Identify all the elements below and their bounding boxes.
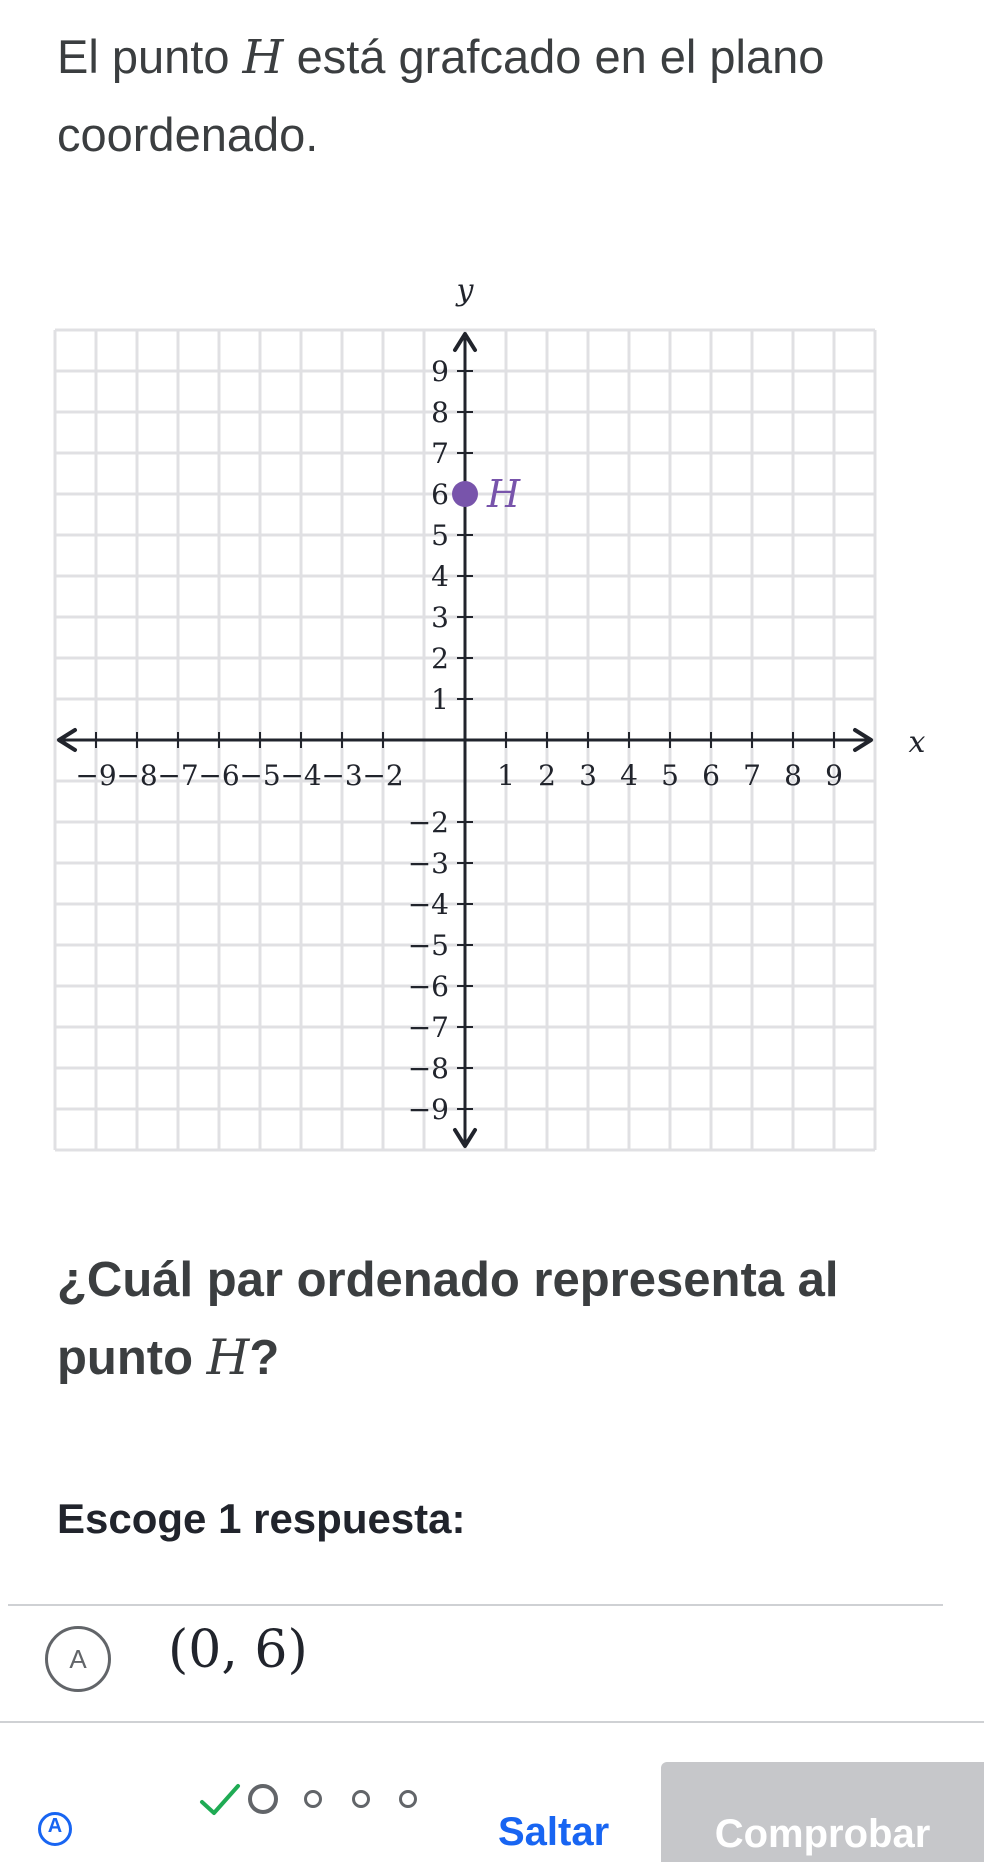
skip-button[interactable]: Saltar	[498, 1810, 610, 1854]
coordinate-plane	[0, 270, 984, 1170]
y-tick-label: −7	[407, 1011, 449, 1044]
x-tick-label: 5	[661, 759, 679, 792]
y-tick-label: −6	[407, 970, 449, 1003]
y-tick-label: 1	[431, 683, 449, 716]
x-tick-label: −4	[280, 759, 322, 792]
x-tick-label: −8	[116, 759, 158, 792]
y-tick-label: 3	[431, 601, 449, 634]
y-axis-label: y	[456, 273, 474, 308]
y-tick-label: 5	[431, 519, 449, 552]
x-tick-label: 2	[538, 759, 556, 792]
check-icon	[198, 1780, 242, 1820]
question-text	[57, 1242, 937, 1397]
point-h	[452, 481, 478, 507]
question-dot-icon	[304, 1790, 322, 1808]
x-tick-label: 7	[743, 759, 761, 792]
x-tick-label: −3	[321, 759, 363, 792]
x-tick-label: −6	[198, 759, 240, 792]
y-tick-label: 6	[431, 478, 449, 511]
prompt-point-variable: H	[242, 30, 284, 85]
choice-text: (0, 6)	[168, 1620, 308, 1680]
answer-choice-a[interactable]	[0, 1606, 984, 1722]
question-point-variable: H	[206, 1329, 250, 1386]
check-button[interactable]: Comprobar	[661, 1762, 984, 1862]
y-tick-label: 9	[431, 355, 449, 388]
y-tick-label: −8	[407, 1052, 449, 1085]
question-text-end: ?	[249, 1331, 280, 1385]
y-tick-label: −4	[407, 888, 449, 921]
x-tick-label: 3	[579, 759, 597, 792]
x-tick-label: −2	[362, 759, 404, 792]
current-question-dot-icon	[248, 1784, 278, 1814]
x-tick-label: 8	[784, 759, 802, 792]
y-tick-label: 7	[431, 437, 449, 470]
axes	[59, 273, 926, 1146]
y-tick-label: −5	[407, 929, 449, 962]
choose-instruction: Escoge 1 respuesta:	[57, 1495, 466, 1542]
y-tick-label: 8	[431, 396, 449, 429]
x-axis-label: x	[908, 725, 926, 760]
prompt-text-before: El punto	[57, 30, 243, 83]
avatar-icon[interactable]: A	[38, 1812, 72, 1846]
plotted-points	[452, 472, 521, 516]
bottom-bar	[0, 1722, 984, 1856]
x-tick-label: 4	[620, 759, 638, 792]
x-tick-label: −9	[75, 759, 117, 792]
question-text-main: ¿Cuál par ordenado representa al punto	[57, 1253, 839, 1385]
x-tick-label: 9	[825, 759, 843, 792]
y-tick-label: −9	[407, 1093, 449, 1126]
y-tick-label: 4	[431, 560, 449, 593]
x-tick-label: −7	[157, 759, 199, 792]
problem-prompt	[57, 18, 957, 173]
x-tick-label: 1	[497, 759, 515, 792]
question-dot-icon	[352, 1790, 370, 1808]
x-tick-label: −5	[239, 759, 281, 792]
y-tick-label: 2	[431, 642, 449, 675]
prompt-text-after: está grafcado en el plano coordenado.	[57, 30, 825, 161]
y-tick-label: −2	[407, 806, 449, 839]
choice-letter-badge: A	[45, 1626, 111, 1692]
x-tick-label: 6	[702, 759, 720, 792]
point-label: H	[487, 472, 521, 516]
y-tick-label: −3	[407, 847, 449, 880]
question-dot-icon	[399, 1790, 417, 1808]
